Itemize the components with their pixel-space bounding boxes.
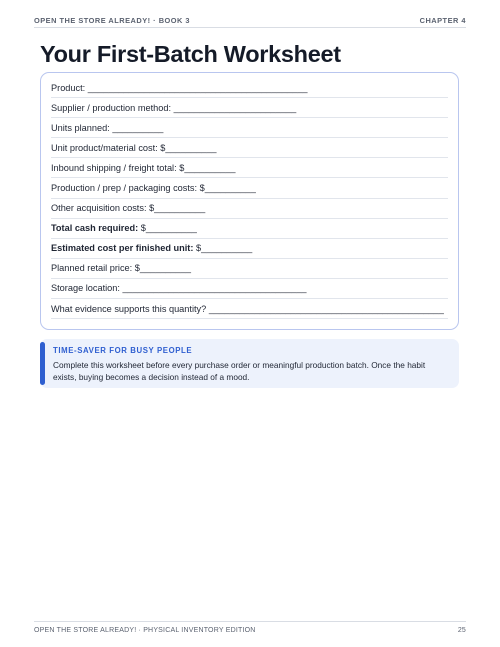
tip-heading: TIME-SAVER FOR BUSY PEOPLE <box>53 346 193 355</box>
fill-in-blank: $__________ <box>134 263 191 274</box>
worksheet-row-units-planned <box>51 118 448 138</box>
fill-in-blank: $__________ <box>196 243 253 254</box>
fill-in-blank: $__________ <box>140 223 197 234</box>
worksheet-box <box>40 72 459 330</box>
header-divider <box>34 27 466 28</box>
worksheet-row-cost-per-unit <box>51 239 448 259</box>
header-chapter: CHAPTER 4 <box>419 15 466 25</box>
field-label: Supplier / production method: <box>51 102 172 113</box>
tip-accent-bar <box>40 342 45 385</box>
field-label: Storage location: <box>51 283 120 294</box>
tip-callout <box>40 339 459 388</box>
field-label: What evidence supports this quantity? <box>51 303 207 314</box>
field-label: Product: <box>51 82 86 93</box>
footer-divider <box>34 621 466 622</box>
field-label: Production / prep / packaging costs: <box>51 183 198 194</box>
tip-body: Complete this worksheet before every purchase order or meaningful production batch. Once the habit exists, buying becomes a decision instead of a mood. <box>53 360 426 382</box>
fill-in-blank: $__________ <box>199 183 256 194</box>
fill-in-blank: ____________________________________ <box>122 283 307 294</box>
worksheet-row-other-costs <box>51 199 448 219</box>
field-label: Inbound shipping / freight total: <box>51 162 177 173</box>
fill-in-blank: __________ <box>112 122 164 133</box>
worksheet-row-unit-cost <box>51 138 448 158</box>
footer-edition: OPEN THE STORE ALREADY! · PHYSICAL INVENTORY EDITION <box>34 626 256 634</box>
field-label: Units planned: <box>51 122 110 133</box>
worksheet-row-storage-location <box>51 279 448 299</box>
header-book-title: OPEN THE STORE ALREADY! · BOOK 3 <box>34 15 191 25</box>
fill-in-blank: $__________ <box>149 203 206 214</box>
worksheet-row-retail-price <box>51 259 448 279</box>
fill-in-blank: $__________ <box>179 162 236 173</box>
field-label: Unit product/material cost: <box>51 142 158 153</box>
field-label: Estimated cost per finished unit: <box>51 243 194 254</box>
worksheet-row-supplier <box>51 98 448 118</box>
worksheet-row-inbound-shipping <box>51 158 448 178</box>
worksheet-row-evidence <box>51 299 448 319</box>
worksheet-row-total-cash <box>51 219 448 239</box>
fill-in-blank: ______________________________________________ <box>208 303 444 314</box>
field-label: Planned retail price: <box>51 263 133 274</box>
page-title: Your First-Batch Worksheet <box>40 41 341 67</box>
running-header <box>34 13 466 27</box>
running-footer <box>34 624 466 636</box>
worksheet-row-product <box>51 78 448 98</box>
fill-in-blank: $__________ <box>160 142 217 153</box>
field-label: Total cash required: <box>51 223 139 234</box>
field-label: Other acquisition costs: <box>51 203 147 214</box>
fill-in-blank: ___________________________________________ <box>87 82 308 93</box>
worksheet-row-production-costs <box>51 178 448 198</box>
page-number: 25 <box>457 626 466 634</box>
fill-in-blank: ________________________ <box>173 102 297 113</box>
